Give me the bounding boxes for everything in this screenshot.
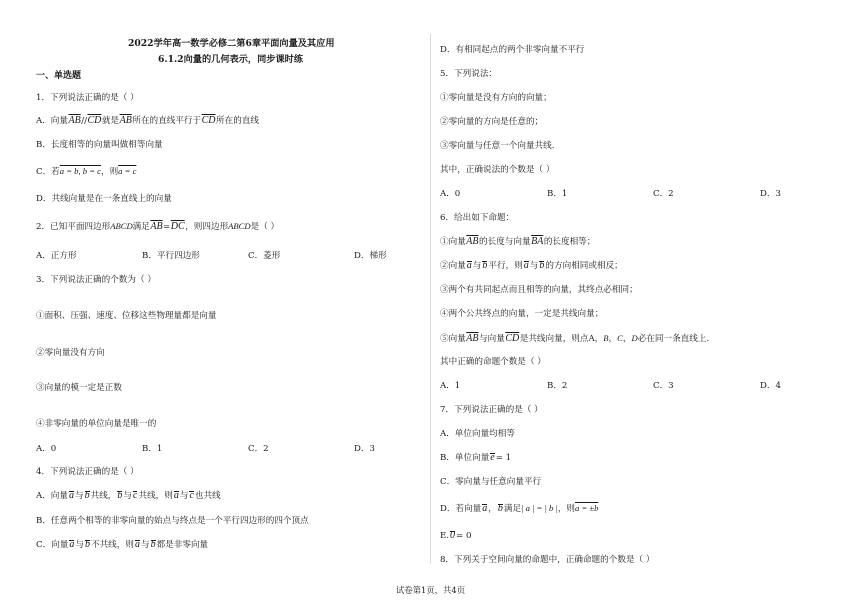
q7-option-c: C．零向量与任意向量平行	[440, 477, 542, 487]
q2-stem: 2．已知平面四边形ABCD满足$\overline{AB}=\overline{DC}$，则四边形ABCD是（ ）	[36, 221, 280, 232]
q5-option-c: C．2	[653, 189, 674, 199]
q6-option-b: B．2	[547, 381, 568, 391]
q5-statement-3: ③零向量与任意一个向量共线.	[440, 141, 555, 151]
page-title: 2022学年高一数学必修二第6章平面向量及其应用	[128, 38, 335, 49]
q5-stem: 5．下列说法：	[440, 69, 498, 79]
q6-statement-1: ①向量$\overline{AB}$的长度与向量$\overline{BA}$的长度相等；	[440, 236, 596, 247]
q6-statement-5: ⑤向量$\overline{AB}$与向量$\overline{CD}$是共线向量，则点A，B，C，D必在同一条直线上.	[440, 333, 710, 344]
q3-statement-1: ①面积、压强、速度、位移这些物理量都是向量	[36, 311, 217, 321]
q6-option-c: C．3	[653, 381, 674, 391]
q4-option-a: A．向量a与b共线，b与c共线，则a与c也共线	[36, 490, 221, 501]
q4-option-c: C．向量a与b不共线，则a与b都是非零向量	[36, 539, 209, 550]
q6-option-d: D．4	[760, 381, 781, 391]
q1-option-d: D．共线向量是在一条直线上的向量	[36, 194, 172, 204]
q5-ask: 其中，正确说法的个数是（ ）	[440, 165, 555, 175]
q3-option-c: C．2	[248, 444, 269, 454]
q7-stem: 7．下列说法正确的是（ ）	[440, 405, 543, 415]
q6-statement-4: ④两个公共终点的向量，一定是共线向量；	[440, 309, 604, 319]
column-divider	[430, 34, 431, 564]
q3-statement-4: ④非零向量的单位向量是唯一的	[36, 419, 157, 429]
q1-option-a: A．向量$\overline{AB}//\overline{CD}$就是$\overline{AB}$所在的直线平行于$\overline{CD}$所在的直线	[36, 115, 259, 126]
q6-option-a: A．1	[440, 381, 461, 391]
q7-option-d: D．若向量a，b满足| a | = | b |，则a = ±b	[440, 503, 599, 514]
q3-statement-2: ②零向量没有方向	[36, 348, 105, 358]
q5-option-d: D．3	[760, 189, 781, 199]
q5-statement-1: ①零向量是没有方向的向量；	[440, 93, 552, 103]
page-footer: 试卷第1页，共4页	[395, 585, 466, 595]
q2-option-d: D．梯形	[354, 251, 387, 261]
q1-option-b: B．长度相等的向量叫做相等向量	[36, 140, 163, 150]
q3-stem: 3．下列说法正确的个数为（ ）	[36, 275, 156, 285]
q4-stem: 4．下列说法正确的是（ ）	[36, 467, 139, 477]
q5-statement-2: ②零向量的方向是任意的；	[440, 117, 544, 127]
q5-option-b: B．1	[547, 189, 568, 199]
q6-ask: 其中正确的命题个数是（ ）	[440, 357, 546, 367]
q1-stem: 1．下列说法正确的是（ ）	[36, 93, 139, 103]
q3-option-d: D．3	[354, 444, 375, 454]
q4-option-b: B．任意两个相等的非零向量的始点与终点是一个平行四边形的四个顶点	[36, 516, 309, 526]
q2-option-c: C．菱形	[248, 251, 281, 261]
q6-statement-2: ②向量a与b平行，则a与b的方向相同或相反；	[440, 260, 623, 271]
q3-statement-3: ③向量的模一定是正数	[36, 383, 122, 393]
q3-option-a: A．0	[36, 444, 57, 454]
q8-stem: 8．下列关于空间向量的命题中，正确命题的个数是（ ）	[440, 555, 655, 565]
q7-option-b: B．单位向量e= 1	[440, 452, 512, 463]
q3-option-b: B．1	[142, 444, 163, 454]
q7-option-a: A．单位向量均相等	[440, 429, 515, 439]
q4-option-d: D．有相同起点的两个非零向量不平行	[440, 45, 585, 55]
q2-option-b: B．平行四边形	[142, 251, 200, 261]
page-subtitle: 6.1.2向量的几何表示，同步课时练	[158, 54, 304, 65]
q7-option-e: E.0= 0	[440, 530, 472, 541]
q2-option-a: A．正方形	[36, 251, 77, 261]
section-heading: 一、单选题	[36, 71, 82, 81]
q5-option-a: A．0	[440, 189, 461, 199]
q6-statement-3: ③两个有共同起点而且相等的向量，其终点必相同；	[440, 285, 638, 295]
q1-option-c: C．若a = b, b = c，则a = c	[36, 166, 137, 177]
q6-stem: 6．给出如下命题：	[440, 213, 515, 223]
